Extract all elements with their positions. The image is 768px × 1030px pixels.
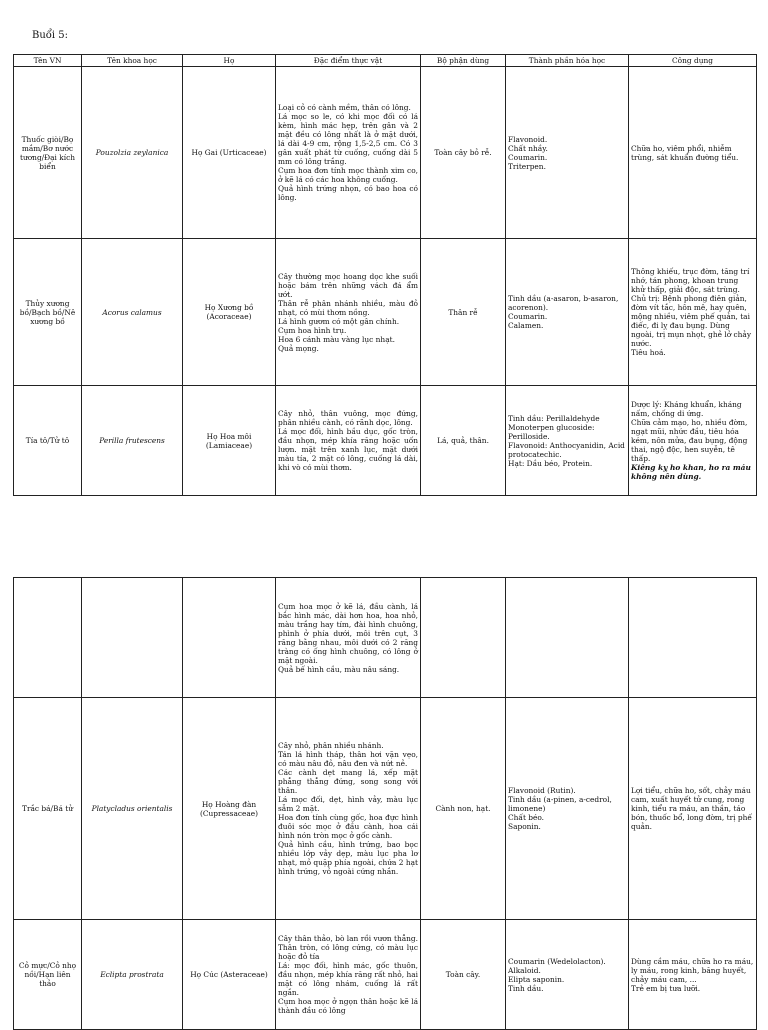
cell-bo-phan-dung: Lá, quả, thân.: [421, 386, 506, 496]
cell-ten-vn: Cỏ mực/Cỏ nhọ nồi/Hạn liên thảo: [14, 920, 82, 1030]
cell-ten-vn: [14, 578, 82, 698]
cell-thanh-phan: [506, 578, 629, 698]
header-bo-phan-dung: Bộ phận dùng: [421, 55, 506, 67]
table-row: [14, 386, 757, 496]
cell-cong-dung: [629, 578, 757, 698]
cell-ho: Họ Hoa môi (Lamiaceae): [183, 386, 276, 496]
cell-ho: Họ Gai (Urticaceae): [183, 67, 276, 239]
cell-cong-dung: Dùng cầm máu, chữa ho ra máu, ly máu, rong kinh, băng huyết, chảy máu cam, ... Trẻ em bị tưa lưỡi.: [629, 920, 757, 1030]
cell-ten-khoa-hoc: Pouzolzia zeylanica: [82, 67, 183, 239]
cell-bo-phan-dung: [421, 578, 506, 698]
cell-dac-diem: Cây thường mọc hoang dọc khe suối hoặc bám trên những vách đá ẩm ướt. Thân rễ phân nhánh nhiều, màu đỏ nhạt, có mùi thơm nồng. Lá hình gươm có một gân chính. Cụm hoa hình trụ. Hoa 6 cánh màu vàng lục nhạt. Quả mọng.: [276, 239, 421, 386]
cell-cong-dung: Thông khiếu, trục đờm, tăng trí nhớ, tán phong, khoan trung khử thấp, giải độc, sát trùng. Chủ trị: Bệnh phong điên giản, đờm vít tắc, hôn mê, hay quên, mộng nhiều, viêm phế quản, tai điếc, đi lỵ đau bụng. Dùng ngoài, trị mụn nhọt, ghẻ lở chảy nước. Tiêu hoá.: [629, 239, 757, 386]
header-ho: Họ: [183, 55, 276, 67]
cell-cong-dung: Chữa ho, viêm phổi, nhiễm trùng, sát khuẩn đường tiểu.: [629, 67, 757, 239]
cell-thanh-phan: Coumarin (Wedelolacton). Alkaloid. Elipta saponin. Tinh dầu.: [506, 920, 629, 1030]
table-row: [14, 67, 757, 239]
table-row: [14, 578, 757, 698]
table-row: [14, 920, 757, 1030]
cell-ten-vn: Tía tô/Tử tô: [14, 386, 82, 496]
cell-ten-vn: Thủy xương bồ/Bạch bồ/Nê xương bồ: [14, 239, 82, 386]
cong-dung-text: Dược lý: Kháng khuẩn, kháng nấm, chống di ứng. Chữa cảm mạo, ho, nhiều đờm, ngạt mũi, nhức đầu, tiêu hóa kém, nôn mửa, đau bụng, động thai, ngộ độc, hen suyễn, tê thấp.: [631, 400, 748, 463]
cell-ho: Họ Cúc (Asteraceae): [183, 920, 276, 1030]
cell-ten-khoa-hoc: [82, 578, 183, 698]
cell-cong-dung: Lợi tiểu, chữa ho, sốt, chảy máu cam, xuất huyết tử cung, rong kinh, tiểu ra máu, an thần, táo bón, thuốc bổ, long đờm, trị phế quản.: [629, 698, 757, 920]
cell-bo-phan-dung: Cành non, hạt.: [421, 698, 506, 920]
cell-ten-khoa-hoc: Eclipta prostrata: [82, 920, 183, 1030]
session-title: Buổi 5:: [32, 30, 69, 41]
cell-bo-phan-dung: Thân rễ: [421, 239, 506, 386]
cell-thanh-phan: Flavonoid (Rutin). Tinh dầu (a-pinen, a-cedrol, limonene) Chất béo. Saponin.: [506, 698, 629, 920]
table-row: [14, 698, 757, 920]
herb-table-part-1: [13, 54, 757, 496]
table-header-row: [14, 55, 757, 67]
herb-table-part-2: [13, 577, 757, 1030]
cell-dac-diem: Loại cỏ có cành mềm, thân có lông. Lá mọc so le, có khi mọc đối có lá kèm, hình mác hẹp, trên gân và 2 mặt đều có lông nhất là ở mặt dưới, lá dài 4-9 cm, rộng 1,5-2,5 cm. Có 3 gân xuất phát từ cuống, cuống dài 5 mm có lông trắng. Cụm hoa đơn tính mọc thành xim co, ở kẽ lá có các hoa không cuống. Quả hình trứng nhọn, có bao hoa có lông.: [276, 67, 421, 239]
cell-dac-diem: Cây thân thảo, bò lan rồi vươn thẳng. Thân tròn, có lông cứng, có màu lục hoặc đỏ tía Lá: mọc đối, hình mác, gốc thuôn, đầu nhọn, mép khía răng rất nhỏ, hai mặt có lông nhám, cuống lá rất ngắn. Cụm hoa mọc ở ngọn thân hoặc kẽ lá thành đầu có lông: [276, 920, 421, 1030]
cell-cong-dung: [629, 386, 757, 496]
table-row: [14, 239, 757, 386]
cell-thanh-phan: Tinh dầu (a-asaron, b-asaron, acorenon). Coumarin. Calamen.: [506, 239, 629, 386]
contraindication-note: Kiêng kỵ ho khan, ho ra máu không nên dùng.: [631, 463, 751, 481]
cell-ten-khoa-hoc: Platycladus orientalis: [82, 698, 183, 920]
cell-thanh-phan: Flavonoid. Chất nhầy. Coumarin. Triterpen.: [506, 67, 629, 239]
cell-ten-khoa-hoc: Perilla frutescens: [82, 386, 183, 496]
cell-ho: [183, 578, 276, 698]
cell-bo-phan-dung: Toàn cây bỏ rễ.: [421, 67, 506, 239]
header-cong-dung: Công dụng: [629, 55, 757, 67]
cell-dac-diem: Cây nhỏ, phân nhiều nhánh. Tán lá hình tháp, thân hơi vặn vẹo, có màu nâu đỏ, nâu đen và nứt nẻ. Các cành dẹt mang lá, xếp mặt phẳng thẳng đứng, song song với thân. Lá mọc đối, dẹt, hình vảy, màu lục sẫm 2 mặt. Hoa đơn tính cùng gốc, hoa đực hình đuôi sóc mọc ở đầu cành, hoa cái hình nón tròn mọc ở gốc cành. Quả hình cầu, hình trứng, bao bọc nhiều lớp vảy dẹp, màu lục pha lơ nhạt, mỏ quặp phía ngoài, chứa 2 hạt hình trứng, vỏ ngoài cứng nhắn.: [276, 698, 421, 920]
header-thanh-phan: Thành phần hóa học: [506, 55, 629, 67]
cell-thanh-phan: Tinh dầu: Perillaldehyde Monoterpen glucoside: Perilloside. Flavonoid: Anthocyanidin, Acid protocatechic. Hạt: Dầu béo, Protein.: [506, 386, 629, 496]
cell-dac-diem: Cây nhỏ, thân vuông, mọc đứng, phân nhiều cành, có rãnh dọc, lông. Lá mọc đối, hình bầu dục, gốc tròn, đầu nhọn, mép khía răng hoặc uốn lượn. mặt trên xanh lục, mặt dưới màu tía, 2 mặt có lông, cuống lá dài, khi vò có mùi thơm.: [276, 386, 421, 496]
header-ten-vn: Tên VN: [14, 55, 82, 67]
header-ten-khoa-hoc: Tên khoa học: [82, 55, 183, 67]
header-dac-diem: Đặc điểm thực vật: [276, 55, 421, 67]
cell-ho: Họ Hoàng đàn (Cupressaceae): [183, 698, 276, 920]
cell-ho: Họ Xương bồ (Acoraceae): [183, 239, 276, 386]
cell-ten-vn: Trắc bá/Bá tử: [14, 698, 82, 920]
cell-dac-diem: Cụm hoa mọc ở kẽ lá, đầu cành, lá bắc hình mác, dài hơn hoa, hoa nhỏ, màu trắng hay tím, đài hình chuông, phình ở phía dưới, môi trên cụt, 3 răng bằng nhau, môi dưới có 2 răng tràng có ống hình chuông, có lông ở mặt ngoài. Quả bế hình cầu, màu nâu sáng.: [276, 578, 421, 698]
cell-ten-vn: Thuốc giòi/Bọ mắm/Bơ nước tương/Đại kích biển: [14, 67, 82, 239]
cell-ten-khoa-hoc: Acorus calamus: [82, 239, 183, 386]
cell-bo-phan-dung: Toàn cây.: [421, 920, 506, 1030]
